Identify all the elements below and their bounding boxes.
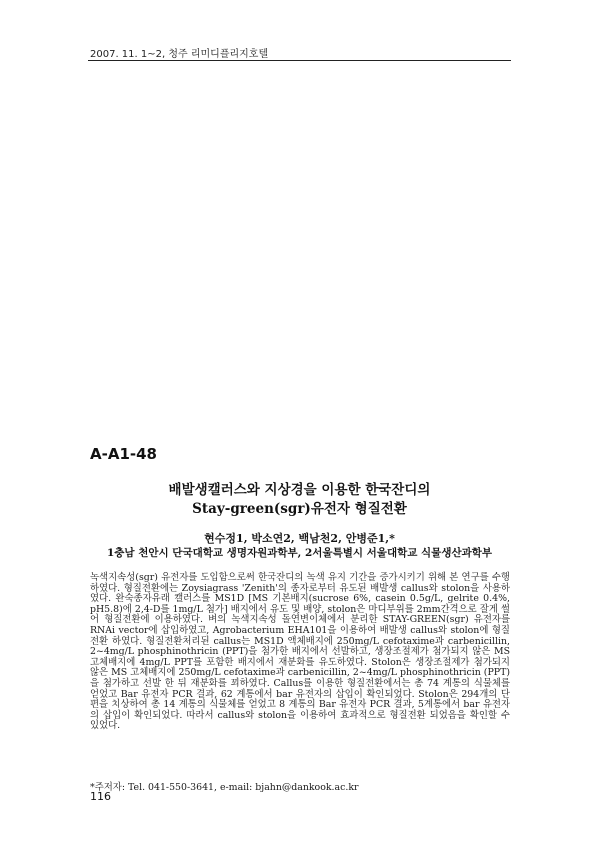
running-header: 2007. 11. 1~2, 청주 리미디플리지호텔 xyxy=(90,49,269,60)
corresponding-author-contact: *주저자: Tel. 041-550-3641, e-mail: bjahn@dankook.ac.kr xyxy=(90,782,359,793)
abstract xyxy=(90,573,510,732)
abstract-text: 녹색지속성(sgr) 유전자를 도입함으로써 한국잔디의 녹색 유지 기간을 증가시키기 위해 본 연구를 수행하였다. 형질전환에는 Zoysiagrass 'Zenith'의 종자로부터 유도된 배발생 callus와 stolon을 사용하였다. 완숙종자유래 캘러스를 MS1D [MS 기본배지(sucrose 6%, casein 0.5g/L, gelrite 0.4%, pH5.8)에 2,4-D를 1mg/L 첨가] 배지에서 유도 및 배양, stolon은 마디부위를 2mm간격으로 잘게 썰어 형질전환에 이용하였다. 벼의 녹색지속성 돌연변이체에서 분리한 STAY-GREEN(sgr) 유전자를 RNAi vector에 삽입하였고, Agrobacterium EHA101을 이용하여 배발생 callus와 stolon에 형질전환 하였다. 형질전환처리된 callus는 MS1D 액체배지에 250mg/L cefotaxime과 carbenicillin, 2~4mg/L phosphinothricin (PPT)을 첨가한 배지에서 선발하고, 생장조절제가 첨가되지 않은 MS 고체배지에 4mg/L PPT를 포함한 배지에서 재분화를 유도하였다. Stolon은 생장조절제가 첨가되지 않은 MS 고체배지에 250mg/L cefotaxime과 carbenicillin, 2~4mg/L phosphinothricin (PPT)을 첨가하고 선발 한 뒤 재분화를 꾀하였다. Callus를 이용한 형질전환에서는 총 74 계통의 식물체를 얻었고 Bar 유전자 PCR 결과, 62 계통에서 bar 유전자의 삽입이 확인되었다. Stolon은 294개의 단편을 치상하여 총 14 계통의 식물체를 얻었고 8 계통의 Bar 유전자 PCR 결과, 5계통에서 bar 유전자의 삽입이 확인되었다. 따라서 callus와 stolon을 이용하여 효과적으로 형질전환 되었음을 확인할 수 있었다. xyxy=(90,572,510,732)
paper-authors: 현수정1, 박소연2, 백남천2, 안병준1,* xyxy=(204,532,395,545)
header-rule xyxy=(88,60,511,61)
page-number: 116 xyxy=(90,790,111,803)
paper-affiliation: 1충남 천안시 단국대학교 생명자원과학부, 2서울특별시 서울대학교 식물생산과학부 xyxy=(106,547,493,559)
paper-code: A-A1-48 xyxy=(90,445,157,463)
paper-title-line1: 배발생캘러스와 지상경을 이용한 한국잔디의 xyxy=(168,482,431,498)
paper-title-line2: Stay-green(sgr)유전자 형질전환 xyxy=(192,501,407,517)
